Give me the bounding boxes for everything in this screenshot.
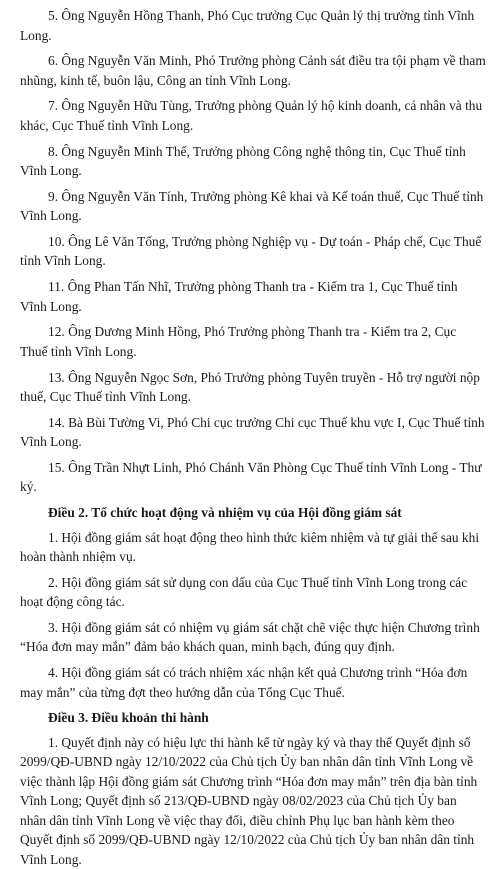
- member-item-11: 11. Ông Phan Tấn Nhĩ, Trưởng phòng Thanh tra - Kiểm tra 1, Cục Thuế tỉnh Vĩnh Long.: [20, 279, 458, 314]
- member-item-14: 14. Bà Bùi Tường Vi, Phó Chi cục trưởng Chi cục Thuế khu vực I, Cục Thuế tỉnh Vĩnh Long.: [20, 414, 485, 450]
- member-item-15: 15. Ông Trần Nhựt Linh, Phó Chánh Văn Phòng Cục Thuế tỉnh Vĩnh Long - Thư ký.: [20, 459, 482, 495]
- member-item-9: 9. Ông Nguyễn Văn Tính, Trưởng phòng Kê khai và Kế toán thuế, Cục Thuế tỉnh Vĩnh Long.: [20, 188, 484, 224]
- article-2-item-1: 1. Hội đồng giám sát hoạt động theo hình thức kiêm nhiệm và tự giải thể sau khi hoàn thành nhiệm vụ.: [20, 529, 480, 565]
- member-item-8: 8. Ông Nguyễn Minh Thế, Trưởng phòng Công nghệ thông tin, Cục Thuế tỉnh Vĩnh Long.: [20, 143, 466, 179]
- article-2-item-2: 2. Hội đồng giám sát sử dụng con dấu của Cục Thuế tỉnh Vĩnh Long trong các hoạt động công tác.: [20, 574, 468, 610]
- member-item-7: 7. Ông Nguyễn Hữu Tùng, Trưởng phòng Quản lý hộ kinh doanh, cá nhân và thu khác, Cục Thuế tỉnh Vĩnh Long.: [20, 98, 483, 133]
- member-item-5: 5. Ông Nguyễn Hồng Thanh, Phó Cục trưởng Cục Quản lý thị trường tỉnh Vĩnh Long.: [20, 8, 475, 43]
- article-3-item-1: 1. Quyết định này có hiệu lực thi hành kể từ ngày ký và thay thế Quyết định số 2099/QĐ-UBND ngày 12/10/2022 của Chủ tịch Ủy ban nhân dân tỉnh Vĩnh Long về việc thành lập Hội đồng giám sát Chương trình “Hóa đơn may mắn” trên địa bàn tỉnh Vĩnh Long; Quyết định số 213/QĐ-UBND ngày 08/02/2023 của Chủ tịch Ủy ban nhân dân tỉnh Vĩnh Long về việc thay đổi, điều chỉnh Phụ lục ban hành kèm theo Quyết định số 2099/QĐ-UBND ngày 12/10/2022 của Chủ tịch Ủy ban nhân dân tỉnh Vĩnh Long.: [20, 734, 478, 867]
- member-item-12: 12. Ông Dương Minh Hồng, Phó Trưởng phòng Thanh tra - Kiểm tra 2, Cục Thuế tỉnh Vĩnh Long.: [20, 324, 457, 359]
- member-item-10: 10. Ông Lê Văn Tống, Trưởng phòng Nghiệp vụ - Dự toán - Pháp chế, Cục Thuế tỉnh Vĩnh Long.: [20, 233, 482, 269]
- article-2-item-4: 4. Hội đồng giám sát có trách nhiệm xác nhận kết quả Chương trình “Hóa đơn may mắn” của từng đợt theo hướng dẫn của Tổng Cục Thuế.: [20, 665, 468, 700]
- article-2-item-3: 3. Hội đồng giám sát có nhiệm vụ giám sát chặt chẽ việc thực hiện Chương trình “Hóa đơn may mắn” đảm bảo khách quan, minh bạch, đúng quy định.: [20, 619, 480, 655]
- member-item-13: 13. Ông Nguyễn Ngọc Sơn, Phó Trưởng phòng Tuyên truyền - Hỗ trợ người nộp thuế, Cục Thuế tỉnh Vĩnh Long.: [20, 369, 480, 404]
- article-2-heading: Điều 2. Tổ chức hoạt động và nhiệm vụ của Hội đồng giám sát: [48, 505, 402, 521]
- member-item-6: 6. Ông Nguyễn Văn Minh, Phó Trưởng phòng Cảnh sát điều tra tội phạm về tham nhũng, kinh tế, buôn lậu, Công an tỉnh Vĩnh Long.: [20, 53, 486, 88]
- article-3-heading: Điều 3. Điều khoản thi hành: [48, 710, 209, 726]
